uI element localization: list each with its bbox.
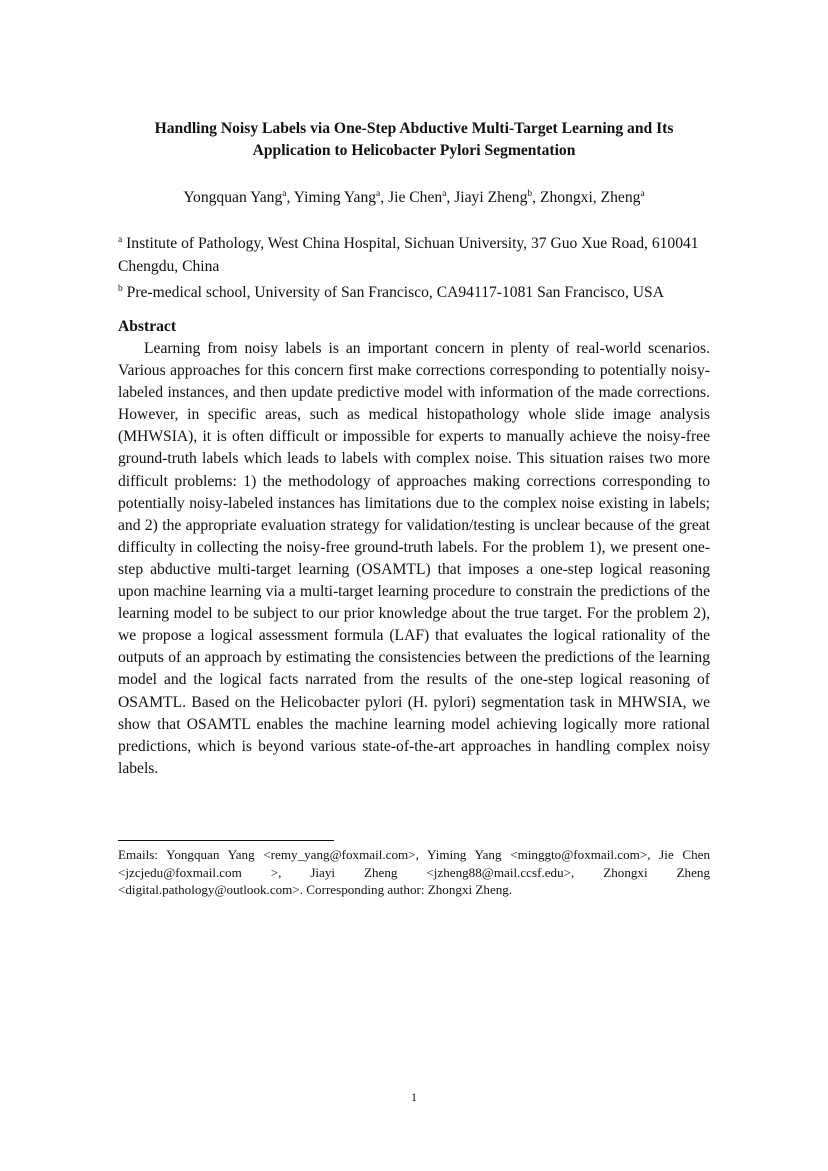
affiliation-text: Institute of Pathology, West China Hospital, Sichuan University, 37 Guo Xue Road, 610041 Chengdu, China (118, 235, 699, 275)
paper-title (100, 118, 728, 162)
author-name: Yiming Yang (293, 189, 377, 206)
author (454, 189, 540, 206)
author-name: Jiayi Zheng (454, 189, 528, 206)
author (540, 189, 645, 206)
footnote-divider (118, 840, 334, 841)
author-separator: , (380, 189, 389, 206)
author (183, 189, 293, 206)
paper-title-line-1: Handling Noisy Labels via One-Step Abductive Multi-Target Learning and Its (154, 120, 674, 137)
abstract-body: Learning from noisy labels is an important concern in plenty of real-world scenarios. Various approaches for this concern first make corrections corresponding to potentially noisy-labeled instances, and then update predictive model with information of the made corrections. However, in specific areas, such as medical histopathology whole slide image analysis (MHWSIA), it is often difficult or impossible for experts to manually achieve the noisy-free ground-truth labels which leads to labels with complex noise. This situation raises two more difficult problems: 1) the methodology of approaches making corrections corresponding to potentially noisy-labeled instances has limitations due to the complex noise existing in labels; and 2) the appropriate evaluation strategy for validation/testing is unclear because of the great difficulty in collecting the noisy-free ground-truth labels. For the problem 1), we present one-step abductive multi-target learning (OSAMTL) that imposes a one-step logical reasoning upon machine learning via a multi-target learning procedure to constrain the predictions of the learning model to be subject to our prior knowledge about the true target. For the problem 2), we propose a logical assessment formula (LAF) that evaluates the logical rationality of the outputs of an approach by estimating the consistencies between the predictions of the learning model and the logical facts narrated from the results of the one-step logical reasoning of OSAMTL. Based on the Helicobacter pylori (H. pylori) segmentation task in MHWSIA, we show that OSAMTL enables the machine learning model achieving logically more rational predictions, which is beyond various state-of-the-art approaches in handling complex noisy labels. (118, 340, 710, 777)
affiliation (118, 278, 718, 305)
abstract-heading: Abstract (118, 318, 177, 335)
affiliation-mark: b (118, 284, 123, 294)
author-separator: , (532, 189, 540, 206)
paper-title-line-2: Application to Helicobacter Pylori Segmentation (252, 142, 576, 159)
author-list (100, 183, 728, 209)
author-name: Jie Chen (388, 189, 443, 206)
author-name: Zhongxi, Zheng (539, 189, 641, 206)
author (294, 189, 388, 206)
affiliation (118, 229, 718, 278)
page-number: 1 (411, 1090, 417, 1104)
author-name: Yongquan Yang (183, 189, 283, 206)
author-separator: , (446, 189, 455, 206)
affiliation-mark: a (118, 235, 123, 245)
author-affiliation-mark: a (376, 189, 381, 199)
author-separator: , (286, 189, 294, 206)
author-affiliation-mark: b (527, 189, 533, 199)
author-affiliation-mark: a (442, 189, 447, 199)
author-affiliation-mark: a (282, 189, 287, 199)
footnote-emails: Emails: Yongquan Yang <remy_yang@foxmail.com>, Yiming Yang <minggto@foxmail.com>, Jie Chen <jzcjedu@foxmail.com >, Jiayi Zheng <jzheng88@mail.ccsf.edu>, Zhongxi Zheng <digital.pathology@outlook.com>. Corresponding author: Zhongxi Zheng. (118, 847, 710, 898)
affiliation-text: Pre-medical school, University of San Francisco, CA94117-1081 San Francisco, USA (122, 284, 664, 301)
affiliation-list (118, 229, 718, 305)
author-affiliation-mark: a (640, 189, 645, 199)
author (388, 189, 454, 206)
